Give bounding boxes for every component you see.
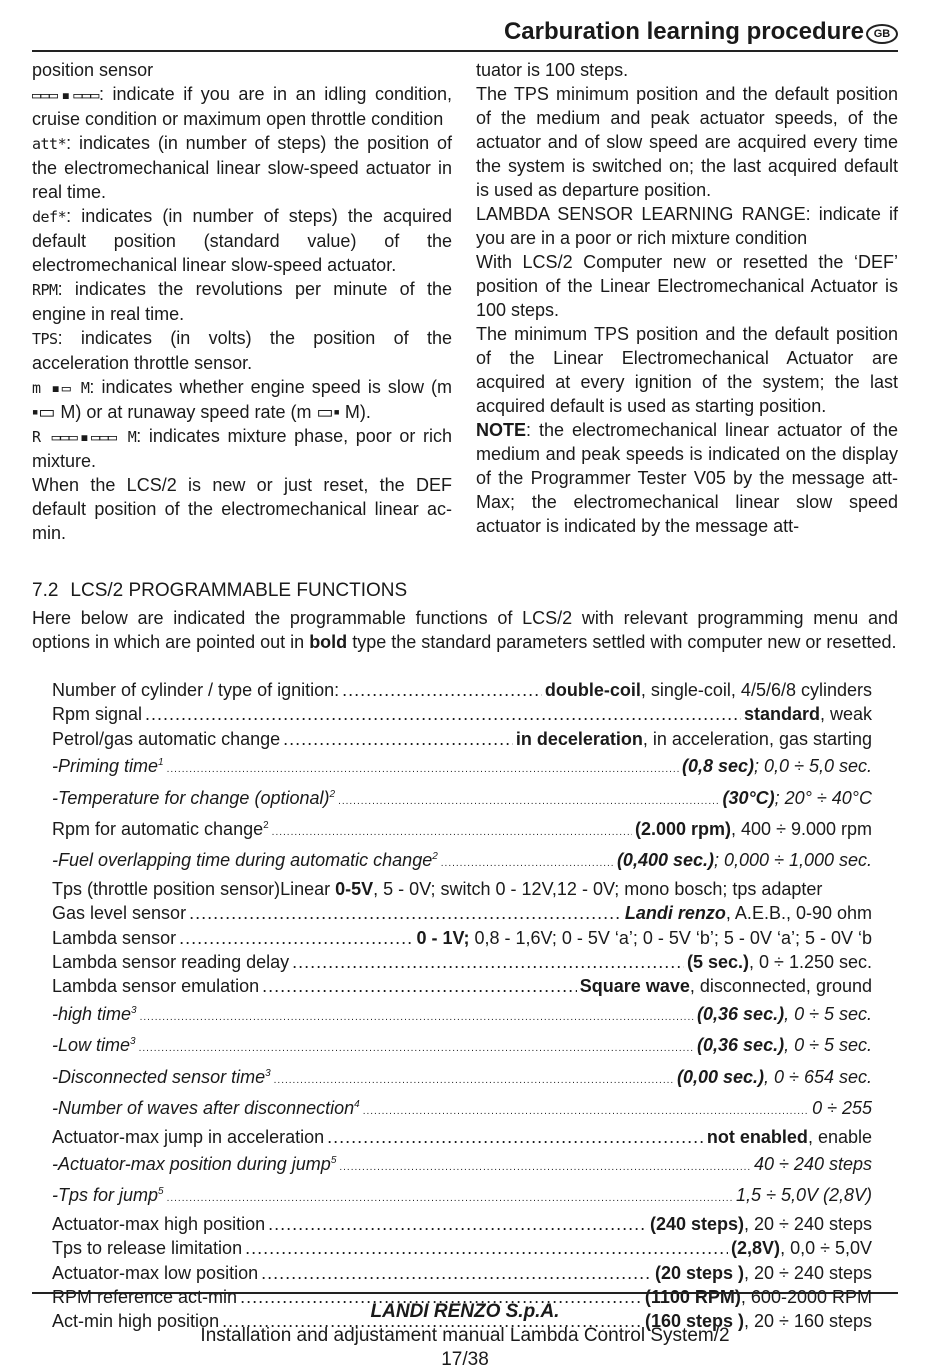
row-value xyxy=(754,1152,872,1176)
row-value xyxy=(812,1096,872,1120)
row-label: Lambda sensor xyxy=(52,927,177,948)
table-row xyxy=(52,727,872,751)
table-row xyxy=(52,877,872,901)
note-label: NOTE xyxy=(476,420,527,440)
row-default: (240 steps) xyxy=(649,1213,745,1234)
leader-dots xyxy=(139,1033,694,1061)
row-value xyxy=(580,974,872,998)
table-row xyxy=(52,678,872,702)
footnote-ref: 3 xyxy=(130,1036,136,1048)
paragraph xyxy=(476,250,898,322)
table-row xyxy=(52,1125,872,1149)
row-value xyxy=(697,1033,872,1057)
row-label: Rpm signal xyxy=(52,704,143,725)
leader-dots xyxy=(189,901,622,925)
row-options: , 0 ÷ 654 sec. xyxy=(764,1066,872,1087)
leader-dots xyxy=(167,754,679,782)
language-badge: GB xyxy=(866,24,898,44)
row-label: -Number of waves after disconnection$^4$ xyxy=(52,1098,360,1119)
row-label: Lambda sensor reading delay xyxy=(52,952,290,973)
footnote-ref: 4 xyxy=(354,1099,360,1111)
paragraph-text: tuator is 100 steps. xyxy=(476,60,629,80)
display-code: RPM xyxy=(32,281,58,299)
manual-title: Installation and adjustament manual Lambda Control System/2 xyxy=(200,1325,730,1346)
row-options: 0,8 - 1,6V; 0 - 5V ‘a’; 0 - 5V ‘b’; 5 - 0V ‘a’; 5 - 0V ‘b xyxy=(469,927,872,948)
row-label: Number of cylinder / type of ignition: xyxy=(52,680,340,700)
paragraph-text: When the LCS/2 is new or just reset, the DEF default position of the electromechanical linear ac-min. xyxy=(32,475,452,543)
row-default: in deceleration xyxy=(515,728,643,749)
row-options: , 0 ÷ 5 sec. xyxy=(784,1003,872,1024)
leader-dots xyxy=(268,1212,647,1236)
row-options: , single-coil, 4/5/6/8 cylinders xyxy=(640,680,872,700)
display-code: TPS xyxy=(32,330,58,348)
row-options: ; 0,0 ÷ 5,0 sec. xyxy=(754,756,872,777)
row-label: -Low time$^3$ xyxy=(52,1035,136,1056)
leader-dots xyxy=(338,786,719,814)
leader-dots xyxy=(167,1183,733,1211)
row-value xyxy=(707,1125,872,1149)
row-value xyxy=(736,1183,872,1207)
row-label: Gas level sensor xyxy=(52,903,187,924)
table-row xyxy=(52,950,872,974)
left-column xyxy=(32,58,452,545)
paragraph xyxy=(32,326,452,375)
row-label: Act-min high position xyxy=(52,1311,220,1332)
leader-dots xyxy=(179,926,413,950)
paragraph-text: : indicates (in number of steps) the position of the electromechanical linear slow-speed actuator in real time. xyxy=(32,133,452,202)
paragraph xyxy=(32,131,452,204)
row-default: (30°C) xyxy=(722,787,775,808)
row-value xyxy=(416,926,872,950)
display-code: def* xyxy=(32,208,67,226)
row-default: standard xyxy=(743,704,820,725)
row-options: , 20 ÷ 160 steps xyxy=(744,1311,872,1332)
row-default: (5 sec.) xyxy=(687,952,750,973)
row-default: (1100 RPM) xyxy=(644,1286,741,1307)
row-options: , 20 ÷ 240 steps xyxy=(744,1262,872,1283)
row-label: Tps (throttle position sensor)Linear xyxy=(52,878,336,899)
company-name: LANDI RENZO S.p.A. xyxy=(370,1301,560,1322)
table-row xyxy=(52,1062,872,1093)
row-label: Actuator-max high position xyxy=(52,1213,266,1234)
row-options: 1,5 ÷ 5,0V (2,8V) xyxy=(736,1185,872,1206)
table-row xyxy=(52,814,872,845)
paragraph-text: : indicates (in volts) the position of the acceleration throttle sensor. xyxy=(32,328,452,373)
footnote-ref: 3 xyxy=(131,1004,137,1016)
row-value xyxy=(635,817,872,841)
row-options: , 5 - 0V; switch 0 - 12V,12 - 0V; mono bosch; tps adapter xyxy=(373,878,823,899)
row-label: -Actuator-max position during jump$^5$ xyxy=(52,1153,337,1174)
paragraph xyxy=(32,58,452,82)
row-label: -Disconnected sensor time$^3$ xyxy=(52,1066,271,1087)
footnote-ref: 3 xyxy=(265,1067,271,1079)
footnote-ref: 2 xyxy=(263,820,269,832)
section-number: 7.2 xyxy=(32,580,59,601)
leader-dots xyxy=(272,817,632,845)
paragraph xyxy=(32,82,452,131)
footnote-ref: 1 xyxy=(158,757,164,769)
paragraph xyxy=(32,473,452,545)
row-label: -Priming time$^1$ xyxy=(52,756,164,777)
row-value xyxy=(655,1261,872,1285)
intro-paragraph xyxy=(32,606,898,654)
row-default: (0,00 sec.) xyxy=(676,1066,765,1087)
row-label: -high time$^3$ xyxy=(52,1003,137,1024)
row-label: Petrol/gas automatic change xyxy=(52,728,281,749)
paragraph xyxy=(32,424,452,473)
paragraph-text: The minimum TPS position and the default position of the Linear Electromechanical Actuator are acquired at every ignition of the system; the last acquired default is used as starting position. xyxy=(476,324,898,416)
row-value xyxy=(682,754,872,778)
table-row xyxy=(52,783,872,814)
paragraph-text: : indicates mixture phase, poor or rich mixture. xyxy=(32,426,452,471)
footnote-ref: 2 xyxy=(432,851,438,863)
table-row xyxy=(52,845,872,876)
row-value xyxy=(650,1212,872,1236)
display-code: m ▪▭ M xyxy=(32,379,90,397)
leader-dots xyxy=(342,678,542,702)
display-code: ▭▭▭▪▭▭▭ xyxy=(32,86,99,104)
row-default: Landi renzo xyxy=(624,903,726,924)
leader-dots xyxy=(145,702,741,726)
paragraph-text: position sensor xyxy=(32,60,154,80)
leader-dots xyxy=(245,1236,728,1260)
table-row xyxy=(52,702,872,726)
leader-dots xyxy=(363,1096,809,1124)
row-default: (2.000 rpm) xyxy=(634,819,732,840)
table-row xyxy=(52,999,872,1030)
page-footer xyxy=(32,1292,898,1372)
row-default: (0,36 sec.) xyxy=(697,1035,785,1056)
row-default: 0-5V xyxy=(335,878,374,899)
paragraph xyxy=(476,58,898,82)
paragraph xyxy=(476,202,898,250)
paragraph-text: : indicate if you are in an idling condition, cruise condition or maximum open throttle condition xyxy=(32,84,453,129)
functions-table xyxy=(52,678,872,1334)
paragraph-text: The TPS minimum position and the default position of the medium and peak actuator speeds, of the actuator and of slow speed are acquired every time the system is switched on; the last acquired default is used as departure position. xyxy=(476,84,898,200)
page-number: 17/38 xyxy=(441,1349,489,1370)
row-options: ; 0,000 ÷ 1,000 sec. xyxy=(714,850,872,871)
display-code: R ▭▭▭▪▭▭▭ M xyxy=(32,428,137,446)
row-options: , A.E.B., 0-90 ohm xyxy=(725,903,872,924)
paragraph-text: LAMBDA SENSOR LEARNING RANGE: indicate if you are in a poor or rich mixture condition xyxy=(476,204,898,248)
row-value xyxy=(677,1065,872,1089)
section-heading xyxy=(32,580,419,602)
paragraph-text: : the electromechanical linear actuator of the medium and peak speeds is indicated on the display of the Programmer Tester V05 by the message att-Max; the electromechanical linear slow speed actuator is indicated by the message att- xyxy=(476,420,898,536)
row-value xyxy=(617,848,872,872)
footnote-ref: 5 xyxy=(158,1186,164,1198)
table-row xyxy=(52,1236,872,1260)
row-value xyxy=(545,678,872,702)
paragraph-text: : indicates the revolutions per minute of the engine in real time. xyxy=(32,279,452,324)
section-title: LCS/2 PROGRAMMABLE FUNCTIONS xyxy=(70,580,408,601)
table-row xyxy=(52,1149,872,1180)
table-row xyxy=(52,1030,872,1061)
row-default: (2,8V) xyxy=(731,1238,781,1259)
row-default: (160 steps ) xyxy=(644,1311,745,1332)
leader-dots xyxy=(262,974,577,998)
row-label: -Temperature for change (optional)$^2$ xyxy=(52,787,336,808)
paragraph-text: : indicates whether engine speed is slow (m ▪▭ M) or at runaway speed rate (m ▭▪ M). xyxy=(32,377,452,422)
row-options: , 0 ÷ 5 sec. xyxy=(784,1035,872,1056)
row-label: -Tps for jump$^5$ xyxy=(52,1185,164,1206)
row-options: , weak xyxy=(819,704,872,725)
intro-text: Here below are indicated the programmable functions of LCS/2 with relevant programming menu and options in which are pointed out in xyxy=(32,608,898,652)
row-value xyxy=(744,702,872,726)
leader-dots xyxy=(327,1125,704,1149)
row-text xyxy=(52,877,872,901)
row-default: (0,36 sec.) xyxy=(697,1003,785,1024)
footnote-ref: 5 xyxy=(330,1154,337,1166)
row-options: , 0 ÷ 1.250 sec. xyxy=(749,952,872,973)
row-options: , 20 ÷ 240 steps xyxy=(744,1213,872,1234)
paragraph xyxy=(476,418,898,538)
page-title: Carburation learning procedure xyxy=(503,18,864,45)
row-value xyxy=(697,1002,872,1026)
row-default: (0,8 sec) xyxy=(682,756,755,777)
row-options: , 400 ÷ 9.000 rpm xyxy=(731,819,872,840)
row-options: , 0,0 ÷ 5,0V xyxy=(780,1238,872,1259)
row-value xyxy=(731,1236,872,1260)
table-row xyxy=(52,1212,872,1236)
table-row xyxy=(52,1180,872,1211)
table-row xyxy=(52,901,872,925)
display-code: att* xyxy=(32,135,67,153)
intro-text-end: type the standard parameters settled with computer new or resetted. xyxy=(347,632,897,652)
leader-dots xyxy=(261,1261,652,1285)
row-label: Rpm for automatic change$^2$ xyxy=(52,819,269,840)
leader-dots xyxy=(292,950,684,974)
row-default: 0 - 1V; xyxy=(416,927,470,948)
row-default: Square wave xyxy=(579,976,690,997)
row-default: double-coil xyxy=(544,680,641,700)
table-row xyxy=(52,1093,872,1124)
row-value xyxy=(722,786,872,810)
paragraph xyxy=(32,375,452,424)
row-label: Actuator-max jump in acceleration xyxy=(52,1126,325,1147)
page-header xyxy=(32,16,898,52)
paragraph xyxy=(476,322,898,418)
leader-dots xyxy=(339,1152,751,1180)
paragraph-text: : indicates (in number of steps) the acquired default position (standard value) of the electromechanical linear slow-speed actuator. xyxy=(32,206,452,275)
leader-dots xyxy=(274,1065,674,1093)
row-options: , in acceleration, gas starting xyxy=(642,728,872,749)
row-label: Lambda sensor emulation xyxy=(52,976,260,997)
footnote-ref: 2 xyxy=(329,788,336,800)
row-value xyxy=(625,901,872,925)
table-row xyxy=(52,926,872,950)
row-options: ; 20° ÷ 40°C xyxy=(774,787,872,808)
paragraph-text: With LCS/2 Computer new or resetted the ‘DEF’ position of the Linear Electromechanical Actuator is 100 steps. xyxy=(476,252,898,320)
row-label: -Fuel overlapping time during automatic change$^2$ xyxy=(52,850,438,871)
row-label: RPM reference act-min xyxy=(52,1286,238,1307)
row-options: , disconnected, ground xyxy=(689,976,872,997)
row-label: Actuator-max low position xyxy=(52,1262,259,1283)
row-options: , enable xyxy=(807,1126,872,1147)
row-default: (0,400 sec.) xyxy=(616,850,715,871)
leader-dots xyxy=(283,727,513,751)
row-options: 40 ÷ 240 steps xyxy=(754,1153,872,1174)
table-row xyxy=(52,1261,872,1285)
table-row xyxy=(52,751,872,782)
row-default: (20 steps ) xyxy=(654,1262,745,1283)
row-options: 0 ÷ 255 xyxy=(812,1098,872,1119)
leader-dots xyxy=(140,1002,694,1030)
row-options: , 600-2000 RPM xyxy=(740,1286,872,1307)
row-value xyxy=(516,727,872,751)
paragraph xyxy=(32,204,452,277)
right-column xyxy=(476,58,898,538)
row-label: Tps to release limitation xyxy=(52,1238,243,1259)
row-value xyxy=(687,950,872,974)
leader-dots xyxy=(441,848,614,876)
row-default: not enabled xyxy=(706,1126,808,1147)
table-row xyxy=(52,974,872,998)
paragraph xyxy=(476,82,898,202)
paragraph xyxy=(32,277,452,326)
intro-bold: bold xyxy=(309,632,348,652)
